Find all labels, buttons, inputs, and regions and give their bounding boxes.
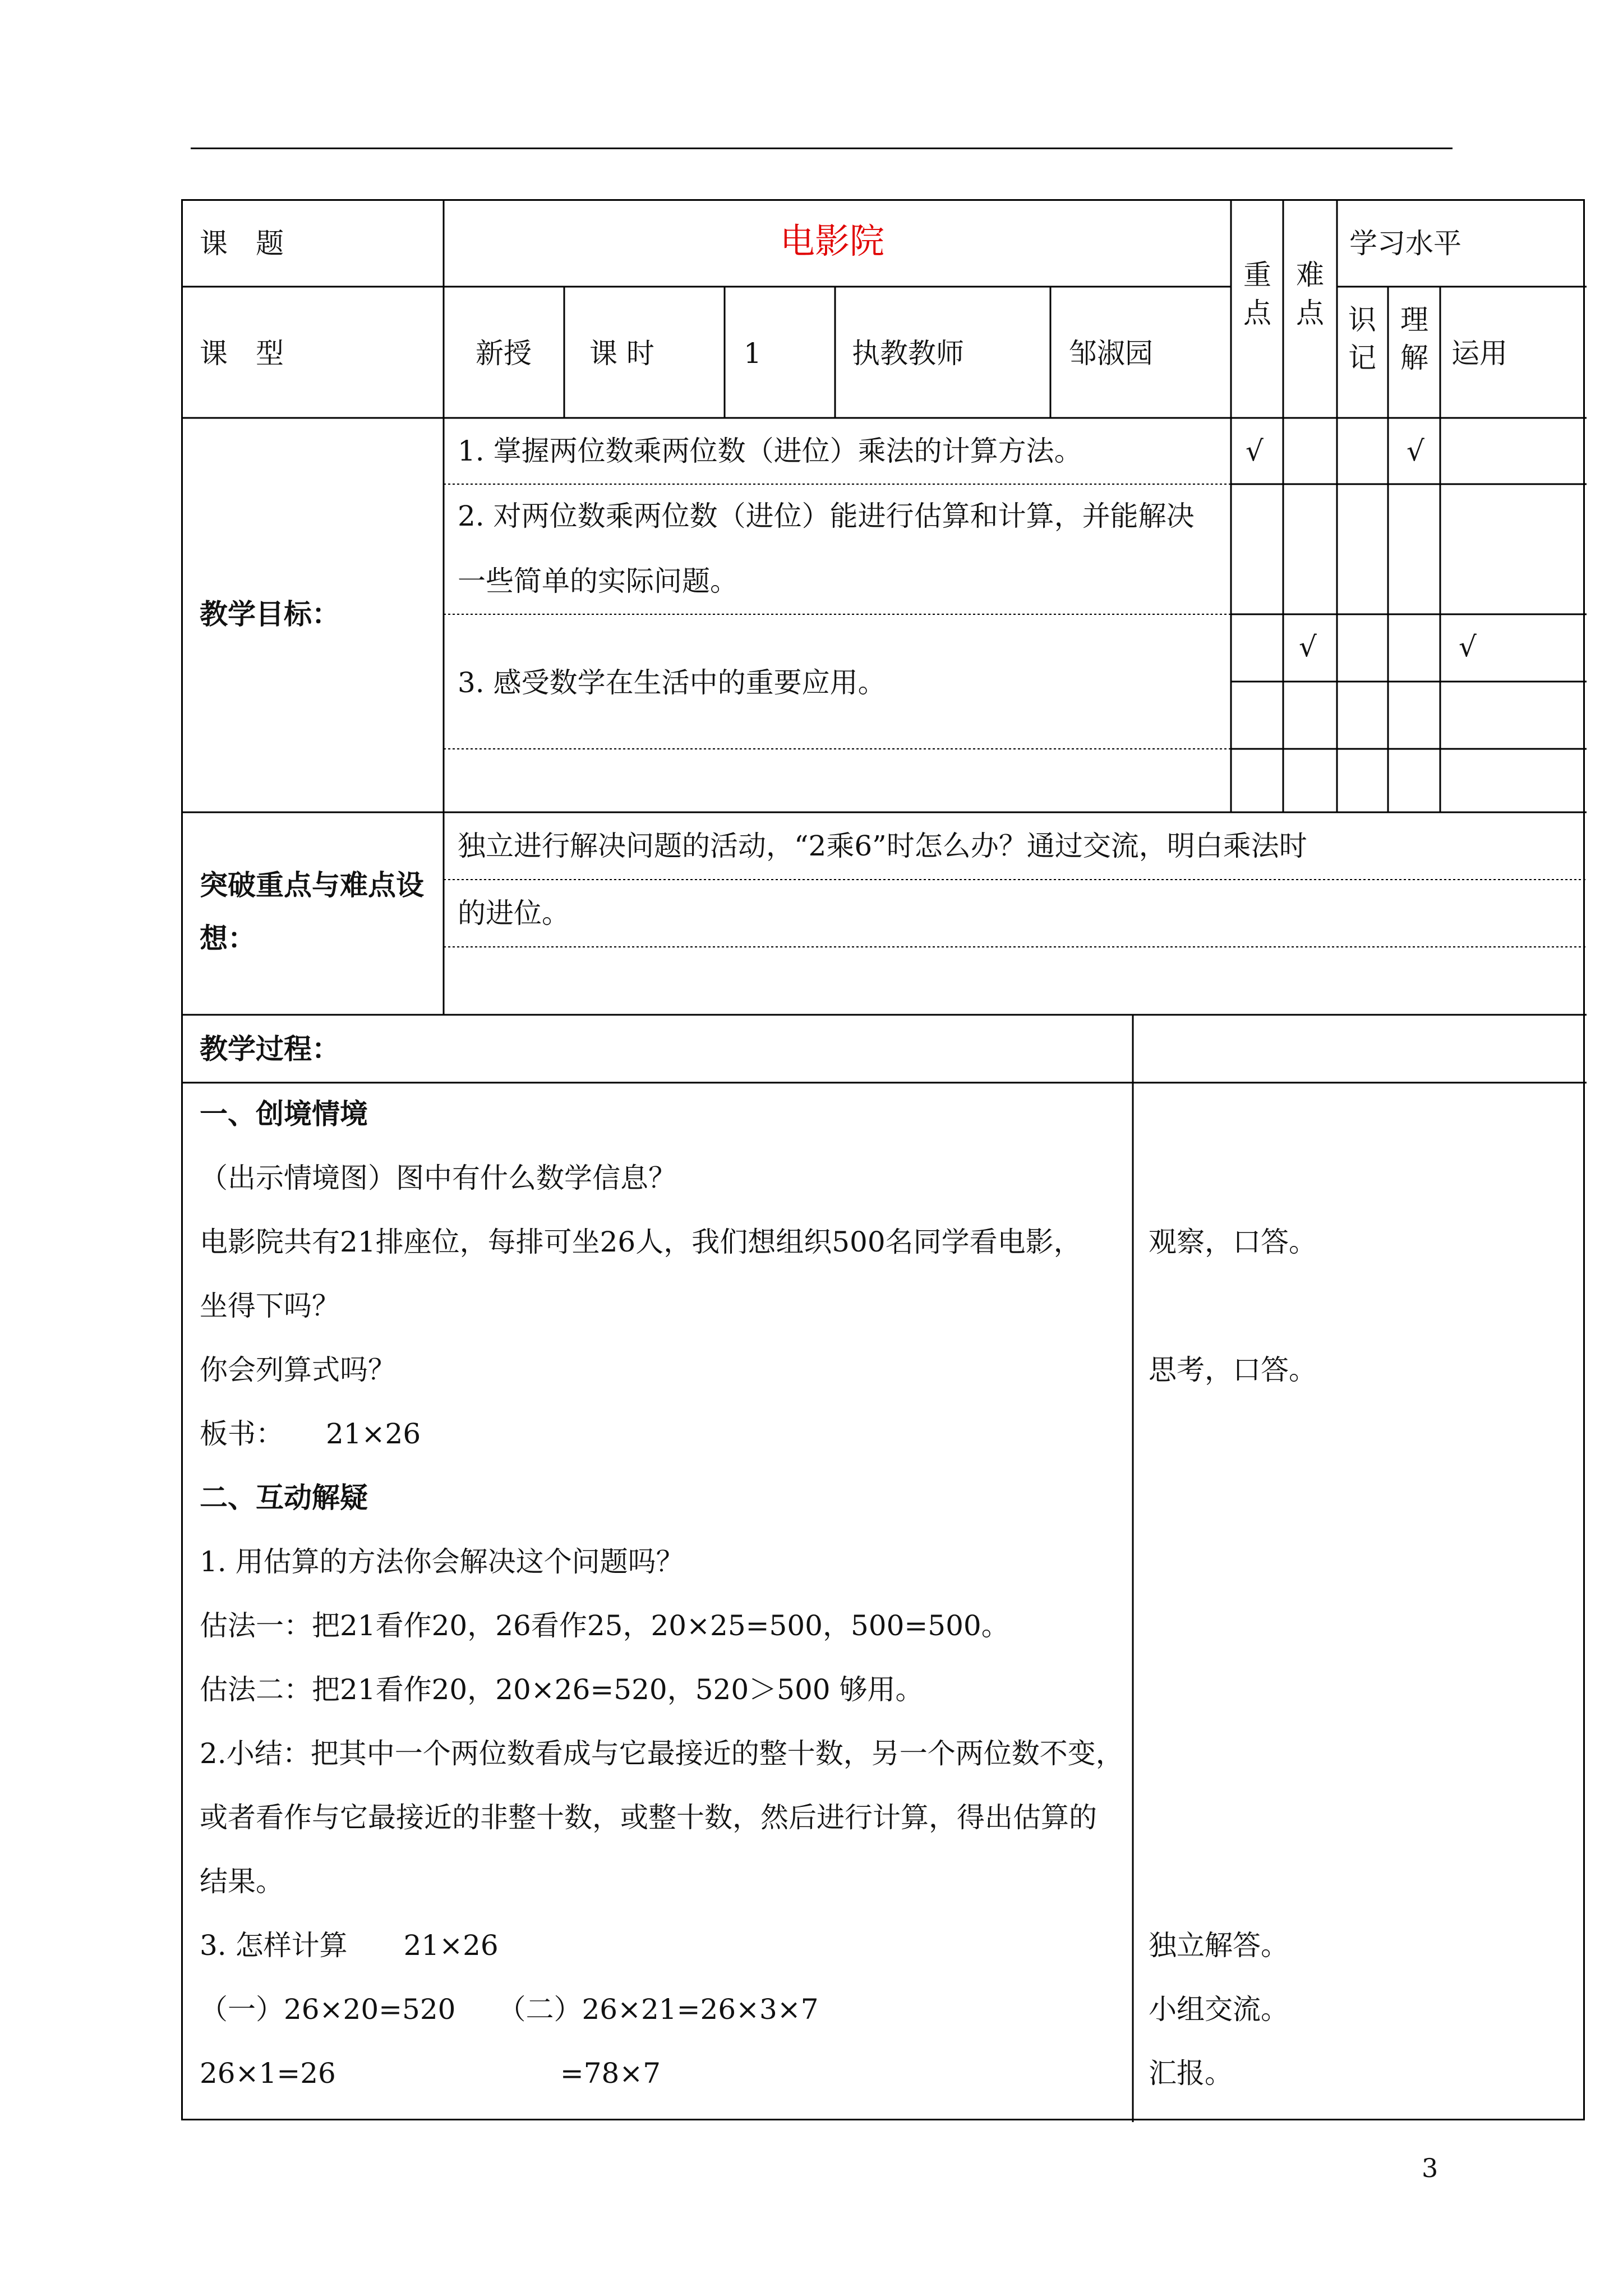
breakthrough-label-line1: 突破重点与难点设: [200, 868, 424, 901]
teacher-name: 邹淑园: [1069, 337, 1153, 370]
process-label: 教学过程：: [200, 1032, 340, 1065]
recognize-header: 识记: [1348, 303, 1376, 374]
teacher-label: 执教教师: [852, 337, 964, 370]
side-note: 小组交流。: [1149, 1993, 1289, 2026]
understand-header: 理解: [1400, 303, 1428, 374]
breakthrough-line2: 的进位。: [458, 897, 570, 930]
lesson-title: 电影院: [780, 220, 885, 261]
page-number: 3: [1422, 2153, 1438, 2183]
lesson-plan-table: [181, 199, 1585, 2120]
type-value: 新授: [476, 337, 532, 370]
difficulty-header: 难点: [1296, 259, 1324, 329]
process-line: 板书： 21×26: [200, 1418, 421, 1450]
objective-2-line1: 2. 对两位数乘两位数（进位）能进行估算和计算，并能解决: [458, 500, 1195, 532]
apply-header: 运用: [1451, 337, 1507, 370]
hours-label: 课 时: [589, 337, 654, 370]
process-line: 1. 用估算的方法你会解决这个问题吗？: [200, 1545, 684, 1578]
process-line: 一、创境情境: [200, 1097, 368, 1130]
side-note: 观察，口答。: [1149, 1226, 1317, 1258]
objective-2-line2: 一些简单的实际问题。: [458, 565, 738, 597]
breakthrough-line1: 独立进行解决问题的活动，“2乘6”时怎么办？通过交流，明白乘法时: [458, 830, 1307, 862]
objective-1-understand-mark: √: [1407, 435, 1424, 467]
process-line: 结果。: [200, 1865, 284, 1898]
side-note: 思考，口答。: [1149, 1354, 1317, 1386]
process-line: 估法二：把21看作20，20×26=520，520＞500 够用。: [200, 1673, 924, 1706]
process-line: 2.小结：把其中一个两位数看成与它最接近的整十数，另一个两位数不变，: [200, 1737, 1124, 1770]
objective-3-difficulty-mark: √: [1299, 631, 1317, 663]
process-line: （出示情境图）图中有什么数学信息？: [200, 1162, 676, 1194]
hours-value: 1: [744, 337, 762, 370]
side-note: 独立解答。: [1149, 1929, 1289, 1962]
breakthrough-label-line2: 想：: [200, 922, 256, 955]
process-line: （一）26×20=520 （二）26×21=26×3×7: [200, 1993, 819, 2026]
process-line: 坐得下吗？: [200, 1290, 340, 1322]
topic-label: 课 题: [200, 227, 284, 260]
type-label: 课 型: [200, 337, 284, 370]
objectives-label: 教学目标：: [200, 597, 340, 631]
key-point-header: 重点: [1243, 259, 1271, 329]
objective-3-apply-mark: √: [1459, 631, 1477, 663]
objective-3: 3. 感受数学在生活中的重要应用。: [458, 666, 886, 699]
objective-1-key-mark: √: [1246, 435, 1264, 467]
side-note: 汇报。: [1149, 2057, 1233, 2090]
process-line: 二、互动解疑: [200, 1481, 368, 1514]
learning-level-header: 学习水平: [1349, 227, 1461, 260]
process-line: 电影院共有21排座位，每排可坐26人，我们想组织500名同学看电影，: [200, 1226, 1082, 1258]
process-line: 26×1=26 =78×7: [200, 2057, 661, 2090]
process-line: 或者看作与它最接近的非整十数，或整十数，然后进行计算，得出估算的: [200, 1801, 1097, 1834]
process-line: 3. 怎样计算 21×26: [200, 1929, 499, 1962]
header-rule: [191, 148, 1453, 149]
process-line: 估法一：把21看作20，26看作25，20×25=500，500=500。: [200, 1609, 1009, 1642]
objective-1: 1. 掌握两位数乘两位数（进位）乘法的计算方法。: [458, 435, 1082, 467]
process-line: 你会列算式吗？: [200, 1354, 396, 1386]
